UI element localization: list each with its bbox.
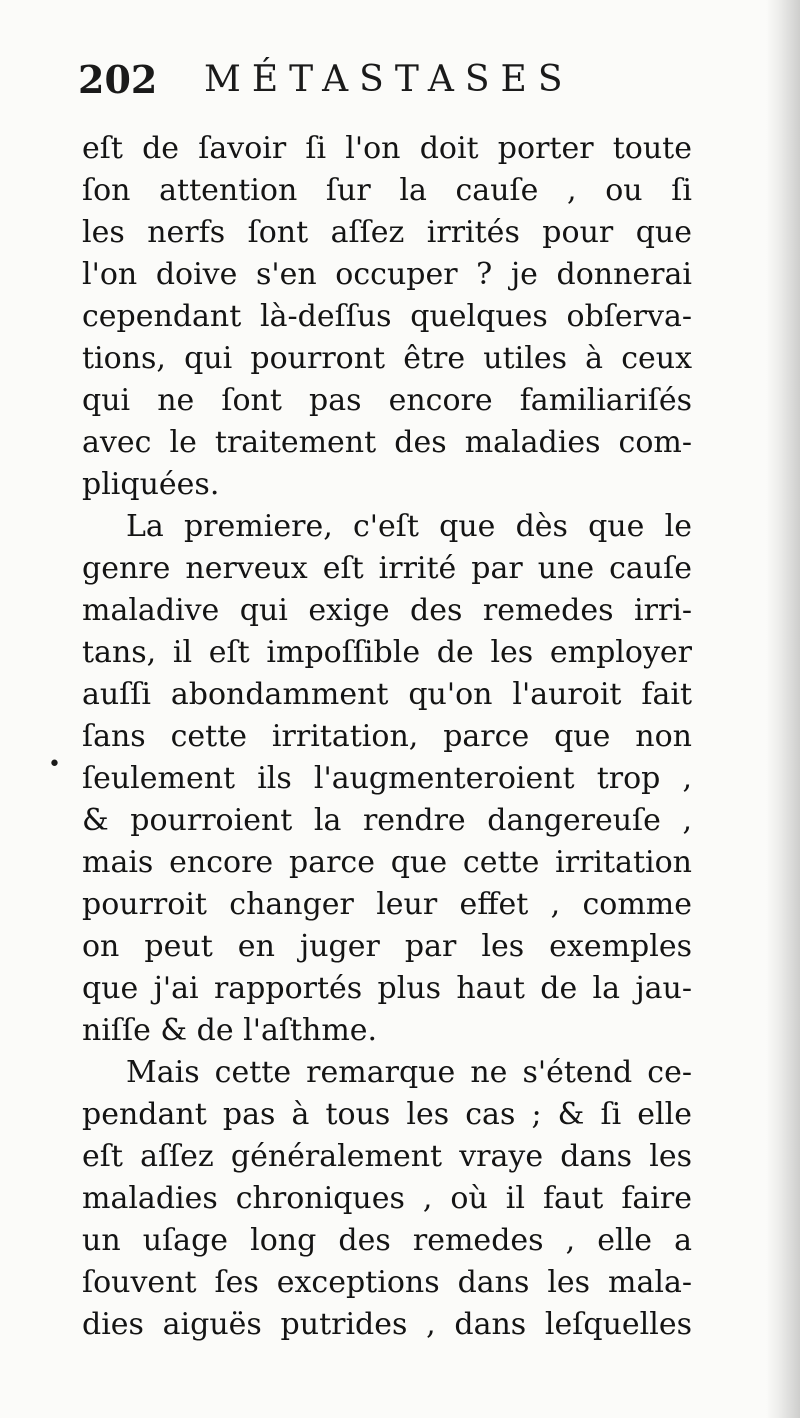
text-line: auſſi abondamment qu'on l'auroit fait bbox=[82, 677, 692, 712]
text-line: eſt de ſavoir ſi l'on doit porter toute bbox=[82, 131, 692, 166]
text-line: mais encore parce que cette irritation bbox=[82, 845, 692, 880]
text-line: genre nerveux eſt irrité par une cauſe bbox=[82, 551, 692, 586]
text-line: on peut en juger par les exemples bbox=[82, 929, 692, 964]
text-line: La premiere, c'eſt que dès que le bbox=[126, 509, 692, 544]
text-line: pendant pas à tous les cas ; & ſi elle bbox=[82, 1097, 692, 1132]
text-line: ſans cette irritation, parce que non bbox=[82, 719, 692, 754]
text-line: un uſage long des remedes , elle a bbox=[82, 1223, 692, 1258]
text-line: ſeulement ils l'augmenteroient trop , bbox=[82, 761, 692, 796]
running-title: MÉTASTASES bbox=[204, 59, 574, 100]
text-line: dies aiguës putrides , dans leſquelles bbox=[82, 1307, 692, 1342]
text-line: ſon attention ſur la cauſe , ou ſi bbox=[82, 173, 692, 208]
text-line: qui ne ſont pas encore familiariſés bbox=[82, 383, 692, 418]
text-line: maladive qui exige des remedes irri- bbox=[82, 593, 692, 628]
text-line: l'on doive s'en occuper ? je donnerai bbox=[82, 257, 692, 292]
text-line: les nerfs ſont aſſez irrités pour que bbox=[82, 215, 692, 250]
text-line: maladies chroniques , où il faut faire bbox=[82, 1181, 692, 1216]
paragraph-3 bbox=[82, 1052, 692, 1346]
text-line: pourroit changer leur effet , comme bbox=[82, 887, 692, 922]
text-line: tans, il eſt impoſſible de les employer bbox=[82, 635, 692, 670]
page-number: 202 bbox=[78, 57, 158, 102]
page-header bbox=[78, 52, 718, 108]
text-line: Mais cette remarque ne s'étend ce- bbox=[126, 1055, 692, 1090]
page-gutter-shadow bbox=[766, 0, 800, 1418]
text-line: ſouvent ſes exceptions dans les mala- bbox=[82, 1265, 692, 1300]
text-line: tions, qui pourront être utiles à ceux bbox=[82, 341, 692, 376]
text-line: que j'ai rapportés plus haut de la jau- bbox=[82, 971, 692, 1006]
paragraph-1 bbox=[82, 128, 692, 506]
text-line: avec le traitement des maladies com- bbox=[82, 425, 692, 460]
text-line: cependant là-deſſus quelques obſerva- bbox=[82, 299, 692, 334]
text-line: pliquées. bbox=[82, 467, 220, 502]
text-line: niſſe & de l'aſthme. bbox=[82, 1013, 378, 1048]
margin-mark: • bbox=[48, 752, 61, 777]
text-line: & pourroient la rendre dangereuſe , bbox=[82, 803, 692, 838]
paragraph-2 bbox=[82, 506, 692, 1052]
body-text bbox=[82, 128, 692, 1346]
text-line: eſt aſſez généralement vraye dans les bbox=[82, 1139, 692, 1174]
